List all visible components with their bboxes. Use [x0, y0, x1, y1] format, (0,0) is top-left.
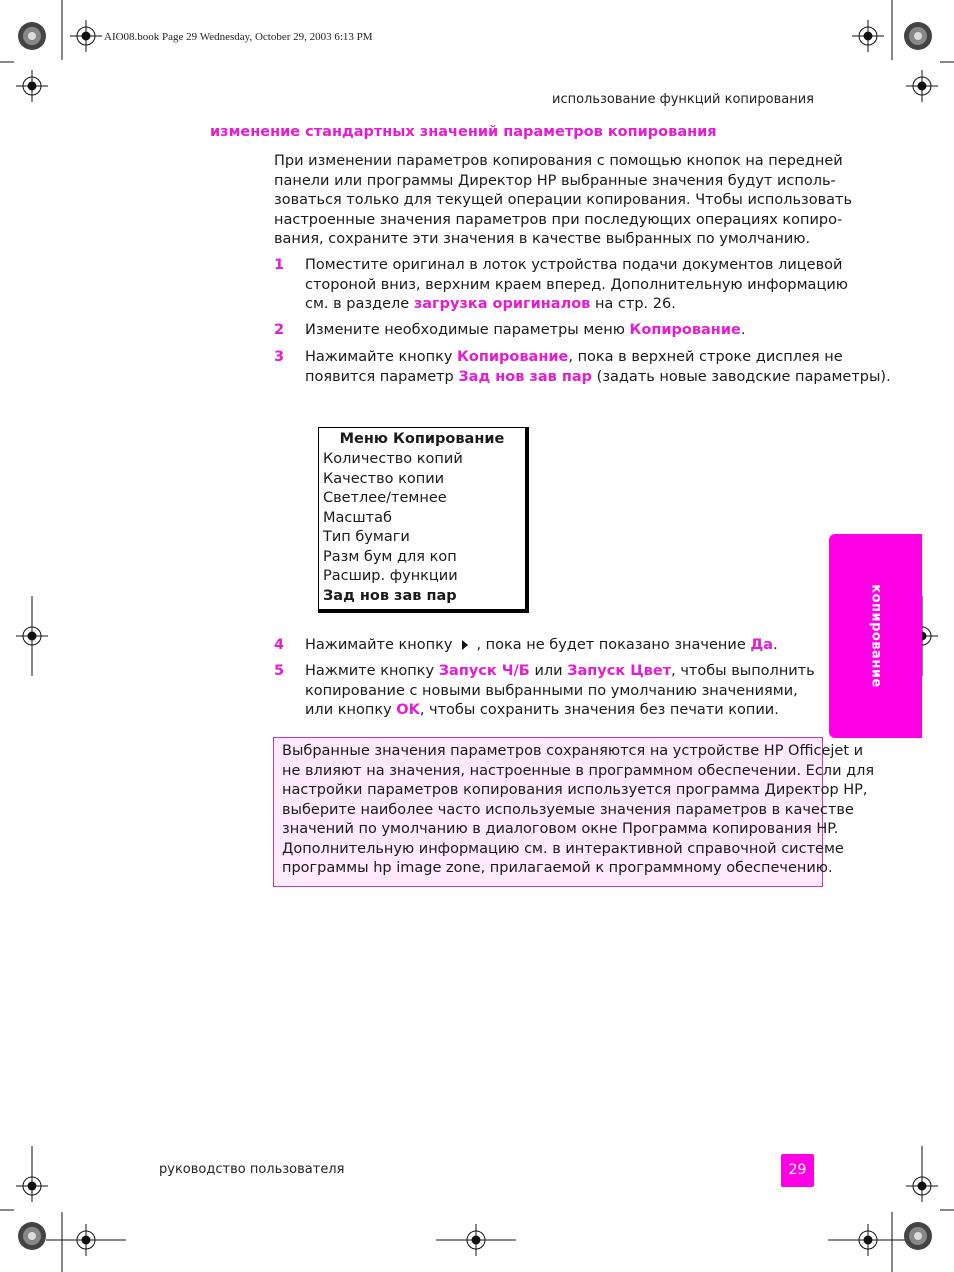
step-text	[305, 636, 778, 656]
footer-text: руководство пользователя	[159, 1162, 345, 1177]
menu-item: Светлее/темнее	[323, 490, 447, 506]
menu-item: Масштаб	[323, 509, 392, 526]
intro-line: панели или программы Директор HP выбранные значения будут исполь-	[274, 172, 836, 189]
note-line: программы hp image zone, прилагаемой к программному обеспечению.	[282, 860, 833, 876]
step-text	[305, 348, 891, 387]
intro-paragraph	[274, 152, 853, 250]
step-text-part: .	[773, 637, 778, 653]
menu-title: Меню Копирование	[339, 431, 505, 447]
step-line	[305, 368, 891, 388]
copy-button-label: Копирование	[457, 349, 569, 365]
menu-items	[323, 450, 463, 606]
start-black-label: Запуск Ч/Б	[438, 663, 530, 679]
side-tab-label: копирование	[868, 584, 883, 688]
copy-menu-display	[318, 427, 529, 613]
step-5	[274, 662, 819, 722]
step-number: 1	[274, 257, 285, 273]
step-text-part: Измените необходимые параметры меню	[305, 322, 630, 338]
print-slug: AIO08.book Page 29 Wednesday, October 29, 2003 6:13 PM	[104, 31, 373, 43]
step-text-part: (задать новые заводские параметры).	[592, 368, 891, 385]
step-text	[305, 256, 848, 315]
menu-copy-label: Копирование	[629, 322, 741, 338]
step-number: 5	[274, 663, 285, 679]
intro-line: зоваться только для текущей операции копирования. Чтобы использовать	[274, 192, 853, 208]
menu-item-selected: Зад нов зав пар	[323, 587, 457, 604]
yes-value-label: Да	[750, 637, 774, 653]
intro-line: настроенные значения параметров при последующих операциях копиро-	[274, 211, 843, 228]
intro-line: вания, сохраните эти значения в качестве выбранных по умолчанию.	[274, 231, 811, 247]
step-text-part: , чтобы выполнить	[671, 663, 815, 679]
step-text-part: или	[529, 663, 568, 679]
note-line: Дополнительную информацию см. в интерактивной справочной системе	[282, 840, 844, 857]
step-text-part: , чтобы сохранить значения без печати копии.	[419, 702, 779, 718]
step-4	[274, 636, 819, 656]
running-head: использование функций копирования	[552, 92, 814, 107]
step-line: Поместите оригинал в лоток устройства подачи документов лицевой	[305, 257, 843, 273]
menu-item: Качество копии	[323, 470, 445, 487]
step-line	[305, 701, 815, 721]
step-text-part: Нажмите кнопку	[305, 663, 439, 679]
step-1	[274, 256, 848, 316]
step-text-part: Нажимайте кнопку	[305, 349, 458, 365]
right-arrow-icon	[462, 640, 468, 650]
section-title: изменение стандартных значений параметров копирования	[210, 124, 717, 140]
intro-line: При изменении параметров копирования с помощью кнопок на передней	[274, 153, 843, 169]
step-text-part: , пока в верхней строке дисплея не	[568, 349, 843, 365]
reset-defaults-label: Зад нов зав пар	[458, 368, 593, 385]
step-text	[305, 321, 745, 341]
chapter-side-tab	[829, 534, 922, 738]
note-line: не влияют на значения, настроенные в программном обеспечении. Если для	[282, 762, 875, 779]
note-line: выберите наиболее часто используемые значения параметров в качестве	[282, 801, 854, 818]
step-line: копирование с новыми выбранными по умолчанию значениями,	[305, 682, 798, 699]
step-number: 4	[274, 637, 285, 653]
ok-label: OK	[396, 702, 420, 718]
step-text-part: на стр. 26.	[590, 296, 676, 312]
step-line	[305, 662, 815, 682]
note-line: настройки параметров копирования используется программа Директор HP,	[282, 782, 868, 798]
step-text-part: Нажимайте кнопку	[305, 637, 453, 653]
menu-item: Тип бумаги	[323, 529, 410, 545]
note-line: Выбранные значения параметров сохраняются на устройстве HP Officejet и	[282, 743, 864, 759]
page-number: 29	[781, 1154, 814, 1187]
step-3	[274, 348, 891, 388]
step-text-part: .	[740, 322, 746, 338]
step-line	[305, 636, 778, 656]
step-text-part: см. в разделе	[305, 296, 414, 312]
menu-item: Расшир. функции	[323, 568, 458, 584]
link-loading-originals[interactable]: загрузка оригиналов	[413, 296, 591, 312]
step-text	[305, 662, 815, 721]
step-text-part: или кнопку	[305, 702, 397, 718]
step-line	[305, 321, 745, 341]
step-number: 3	[274, 349, 285, 365]
step-line	[305, 348, 891, 368]
step-2	[274, 321, 819, 341]
note-line: значений по умолчанию в диалоговом окне Программа копирования HP.	[282, 821, 839, 837]
step-text-part: появится параметр	[305, 368, 459, 385]
menu-item: Разм бум для коп	[323, 548, 457, 565]
step-text-part: , пока не будет показано значение	[476, 637, 751, 653]
step-number: 2	[274, 322, 285, 338]
step-line	[305, 295, 848, 315]
step-line: стороной вниз, верхним краем вперед. Дополнительную информацию	[305, 276, 848, 293]
note-box	[273, 737, 875, 887]
start-color-label: Запуск Цвет	[567, 663, 672, 679]
menu-item: Количество копий	[323, 451, 463, 467]
